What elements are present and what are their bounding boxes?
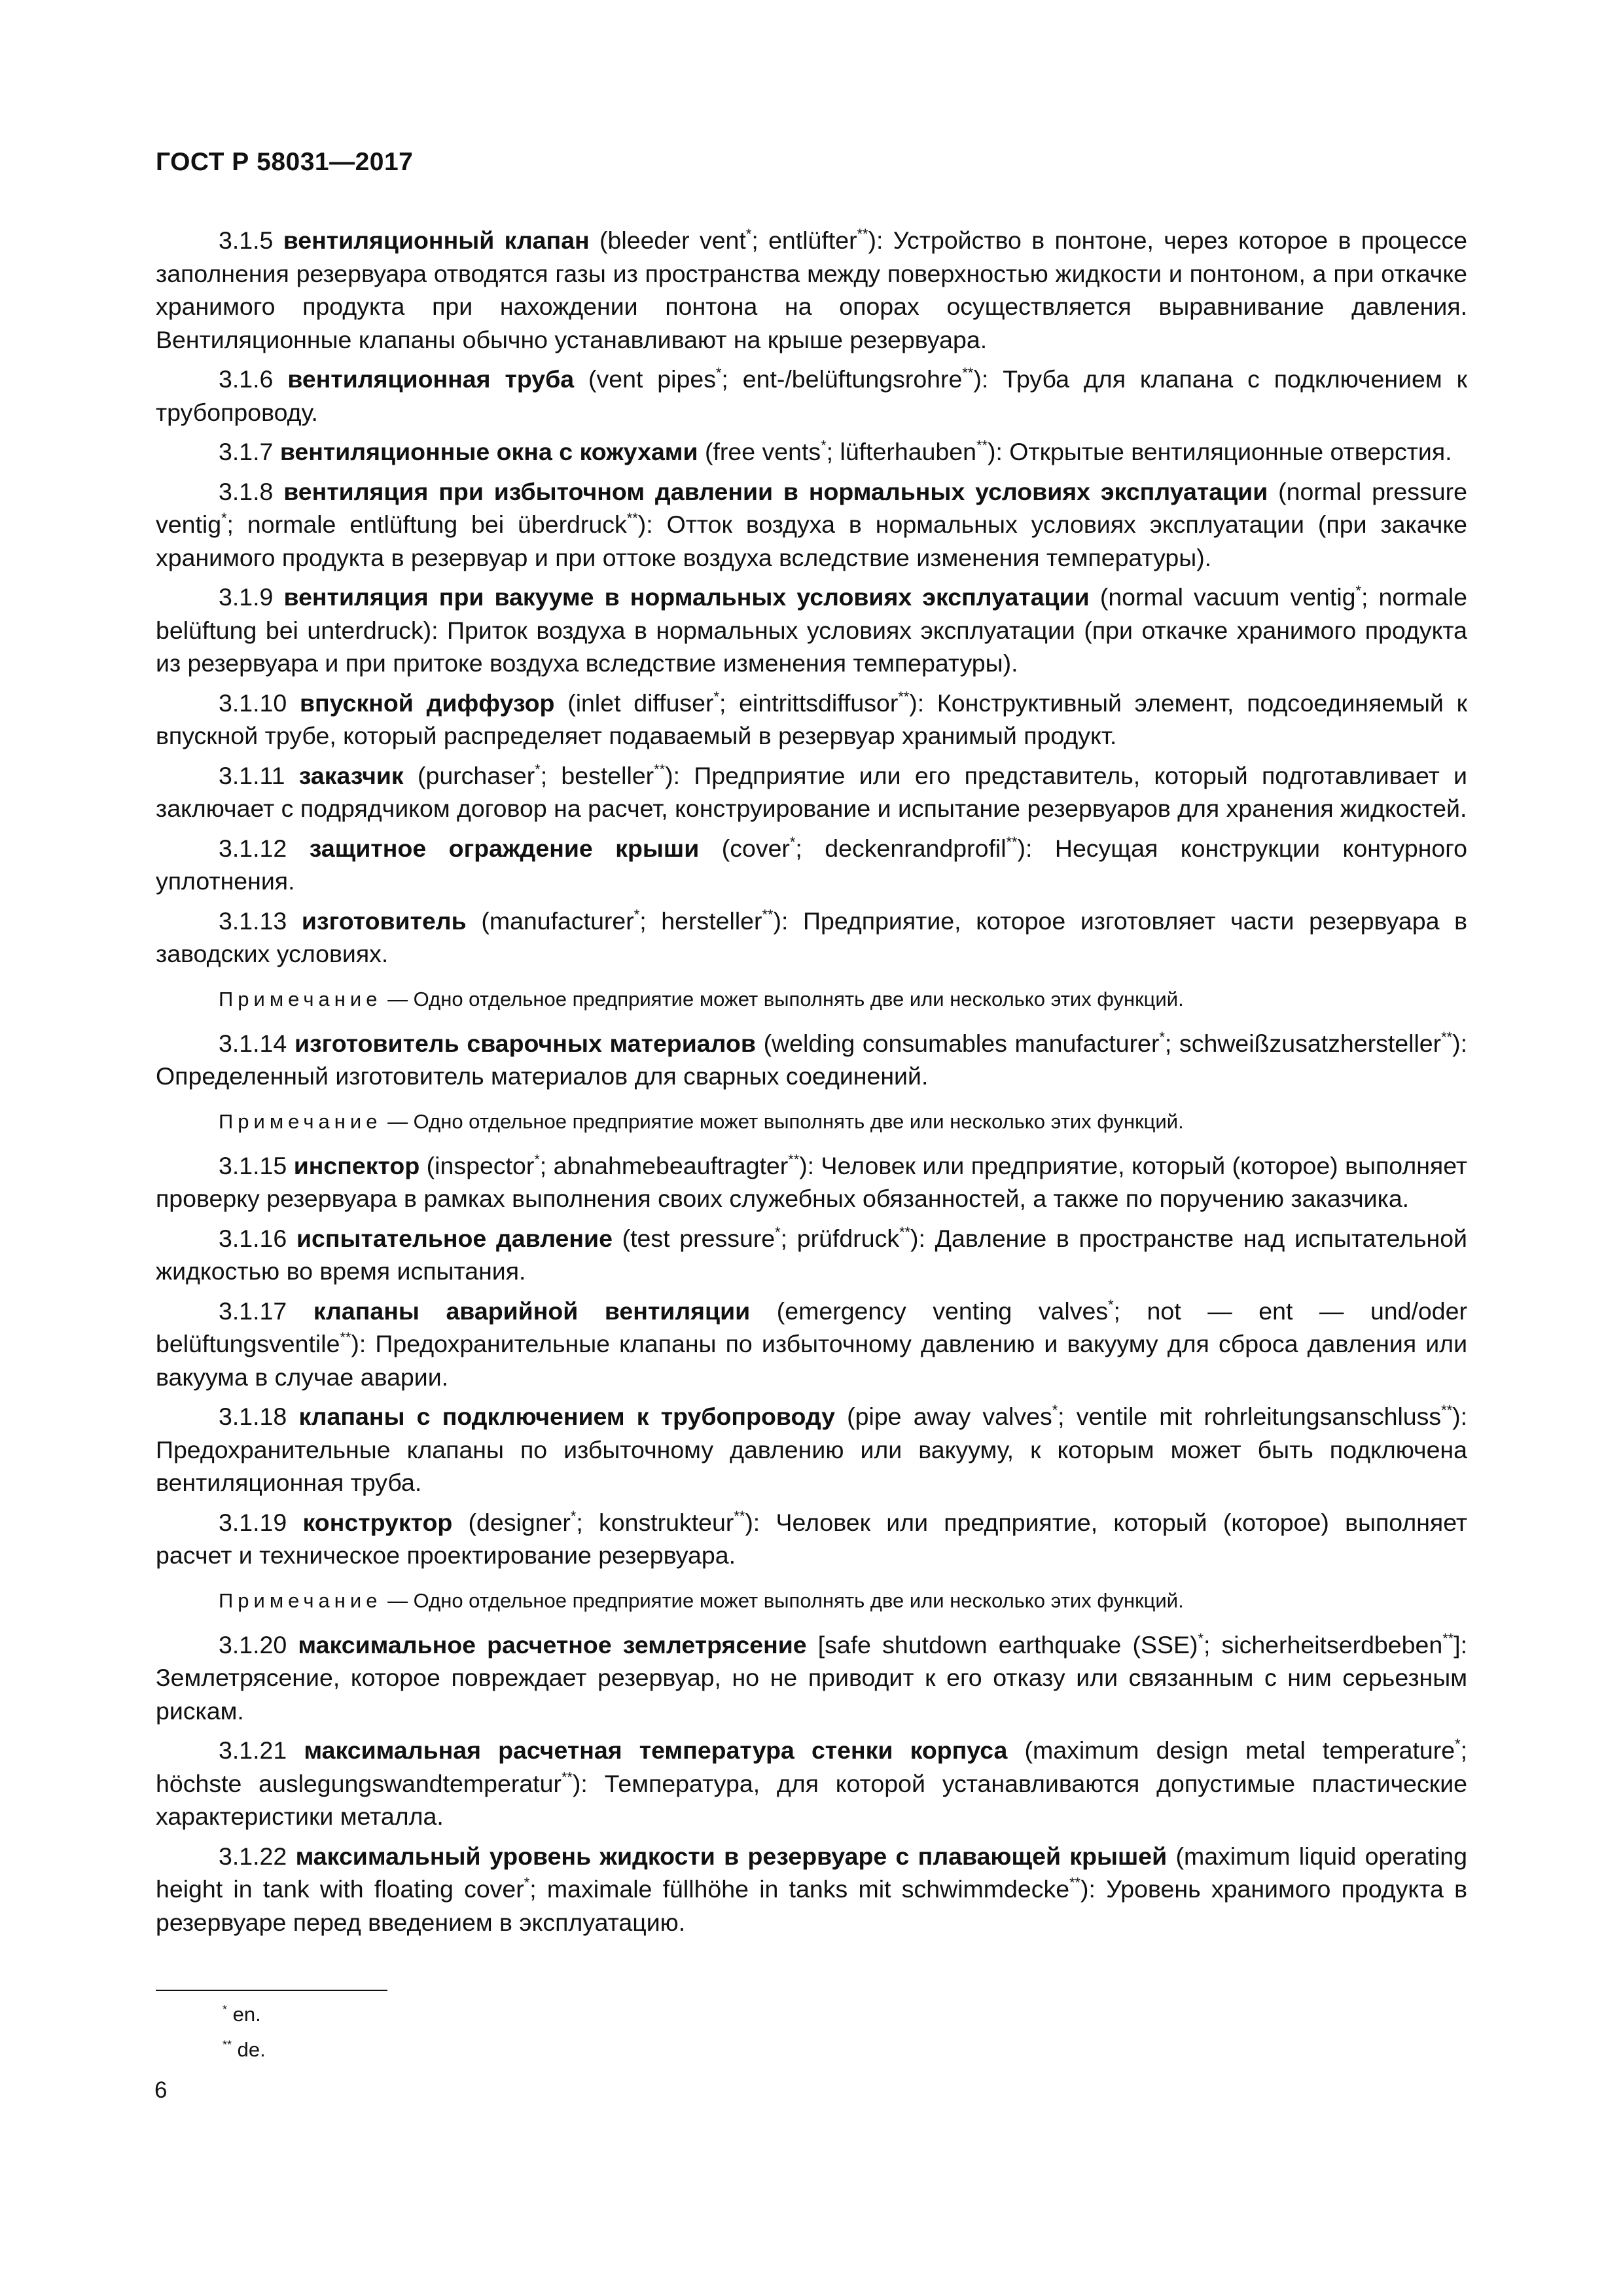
- term-entry-3-1-13: 3.1.13 изготовитель (manufacturer*; hersteller**): Предприятие, которое изготовляет части резервуара в заводских условиях.: [156, 906, 1467, 967]
- term-name: конструктор: [302, 1508, 453, 1536]
- term-name: вентиляционная труба: [287, 365, 575, 393]
- terms-section: [156, 224, 1467, 1939]
- term-name: защитное ограждение крыши: [309, 834, 700, 862]
- term-entry-3-1-12: 3.1.12 защитное ограждение крыши (cover*; deckenrandprofil**): Несущая конструкции контурного уплотнения.: [156, 833, 1467, 895]
- term-entry-3-1-7: 3.1.7 вентиляционные окна с кожухами (free vents*; lüfterhauben**): Открытые вентиляционные отверстия.: [219, 437, 1452, 465]
- term-name: максимальный уровень жидкости в резервуаре с плавающей крышей: [295, 1842, 1168, 1870]
- term-name: инспектор: [293, 1151, 420, 1179]
- term-entry-3-1-8: 3.1.8 вентиляция при избыточном давлении в нормальных условиях эксплуатации (normal pressure ventig*; normale entlüftung bei überdruck**): Отток воздуха в нормальных условиях эксплуатации (при закачке хранимого продукта в резервуар и при оттоке воздуха вследствие изменения температуры).: [156, 477, 1468, 571]
- term-name: вентиляционный клапан: [283, 226, 590, 254]
- term-entry-3-1-15: 3.1.15 инспектор (inspector*; abnahmebeauftragter**): Человек или предприятие, который (которое) выполняет проверку резервуара в рамках выполнения своих служебных обязанностей, а также по поручению заказчика.: [156, 1151, 1467, 1212]
- note-label: Примечание: [219, 1588, 382, 1612]
- term-name: максимальное расчетное землетрясение: [298, 1630, 807, 1659]
- term-entry-3-1-18: 3.1.18 клапаны с подключением к трубопроводу (pipe away valves*; ventile mit rohrleitungsanschluss**): Предохранительные клапаны по избыточному давлению или вакууму, к которым может быть подключена вентиляционная труба.: [156, 1401, 1468, 1496]
- term-name: изготовитель: [301, 906, 467, 935]
- page-number: 6: [154, 2077, 168, 2103]
- note-label: Примечание: [219, 1109, 382, 1133]
- term-entry-3-1-17: 3.1.17 клапаны аварийной вентиляции (emergency venting valves*; not — ent — und/oder belüftungsventile**): Предохранительные клапаны по избыточному давлению и вакууму для сброса давления или вакуума в случае аварии.: [156, 1296, 1468, 1391]
- term-name: впускной диффузор: [300, 689, 555, 717]
- term-name: заказчик: [298, 761, 404, 789]
- term-name: изготовитель сварочных материалов: [294, 1029, 756, 1057]
- term-name: клапаны аварийной вентиляции: [313, 1297, 751, 1325]
- term-name: клапаны с подключением к трубопроводу: [298, 1403, 835, 1430]
- term-name: вентиляция при вакууме в нормальных условиях эксплуатации: [283, 583, 1090, 611]
- term-name: вентиляция при избыточном давлении в нормальных условиях эксплуатации: [283, 477, 1268, 505]
- term-name: вентиляционные окна с кожухами: [279, 438, 698, 465]
- footnote-separator: [156, 1990, 387, 1991]
- term-entry-3-1-21: 3.1.21 максимальная расчетная температура стенки корпуса (maximum design metal temperature*; höchste auslegungswandtemperatur**): Температура, для которой устанавливаются допустимые пластические характеристики металла.: [156, 1735, 1468, 1830]
- term-entry-3-1-19: 3.1.19 конструктор (designer*; konstrukteur**): Человек или предприятие, который (которое) выполняет расчет и техническое проектирование резервуара.: [156, 1507, 1467, 1569]
- footnote-en: * en.: [223, 2002, 261, 2026]
- term-name: испытательное давление: [296, 1224, 613, 1252]
- term-entry-3-1-20: 3.1.20 максимальное расчетное землетрясение [safe shutdown earthquake (SSE)*; sicherheitserdbeben**]: Землетрясение, которое повреждает резервуар, но не приводит к его отказу или связанным с ним серьезным рискам.: [156, 1630, 1467, 1725]
- term-entry-3-1-16: 3.1.16 испытательное давление (test pressure*; prüfdruck**): Давление в пространстве над испытательной жидкостью во время испытания.: [156, 1223, 1468, 1285]
- term-entry-3-1-14: 3.1.14 изготовитель сварочных материалов (welding consumables manufacturer*; schweißzusatzhersteller**): Определенный изготовитель материалов для сварных соединений.: [156, 1028, 1467, 1090]
- term-entry-3-1-11: 3.1.11 заказчик (purchaser*; besteller**): Предприятие или его представитель, который подготавливает и заключает с подрядчиком договор на расчет, конструирование и испытание резервуаров для хранения жидкостей.: [156, 761, 1467, 822]
- term-entry-3-1-10: 3.1.10 впускной диффузор (inlet diffuser*; eintrittsdiffusor**): Конструктивный элемент, подсоединяемый к впускной трубе, который распределяет подаваемый в резервуар хранимый продукт.: [156, 688, 1467, 749]
- note-3: Примечание — Одно отдельное предприятие может выполнять две или несколько этих функций.: [219, 1588, 1184, 1612]
- footnote-de: ** de.: [223, 2037, 266, 2061]
- note-label: Примечание: [219, 987, 382, 1011]
- term-entry-3-1-22: 3.1.22 максимальный уровень жидкости в резервуаре с плавающей крышей (maximum liquid operating height in tank with floating cover*; maximale füllhöhe in tanks mit schwimmdecke**): Уровень хранимого продукта в резервуаре перед введением в эксплуатацию.: [156, 1842, 1468, 1936]
- term-entry-3-1-5: 3.1.5 вентиляционный клапан (bleeder vent*; entlüfter**): Устройство в понтоне, через которое в процессе заполнения резервуара отводятся газы из пространства между поверхностью жидкости и понтоном, а при откачке хранимого продукта при нахождении понтона на опорах осуществляется выравнивание давления. Вентиляционные клапаны обычно устанавливают на крыше резервуара.: [156, 225, 1467, 353]
- note-2: Примечание — Одно отдельное предприятие может выполнять две или несколько этих функций.: [219, 1109, 1184, 1133]
- term-entry-3-1-6: 3.1.6 вентиляционная труба (vent pipes*; ent-/belüftungsrohre**): Труба для клапана с подключением к трубопроводу.: [156, 364, 1467, 426]
- term-name: максимальная расчетная температура стенки корпуса: [304, 1736, 1008, 1764]
- document-header: ГОСТ Р 58031—2017: [156, 148, 414, 176]
- term-entry-3-1-9: 3.1.9 вентиляция при вакууме в нормальных условиях эксплуатации (normal vacuum ventig*; normale belüftung bei unterdruck): Приток воздуха в нормальных условиях эксплуатации (при откачке хранимого продукта из резервуара и при притоке воздуха вследствие изменения температуры).: [156, 582, 1468, 677]
- note-1: Примечание — Одно отдельное предприятие может выполнять две или несколько этих функций.: [219, 987, 1184, 1011]
